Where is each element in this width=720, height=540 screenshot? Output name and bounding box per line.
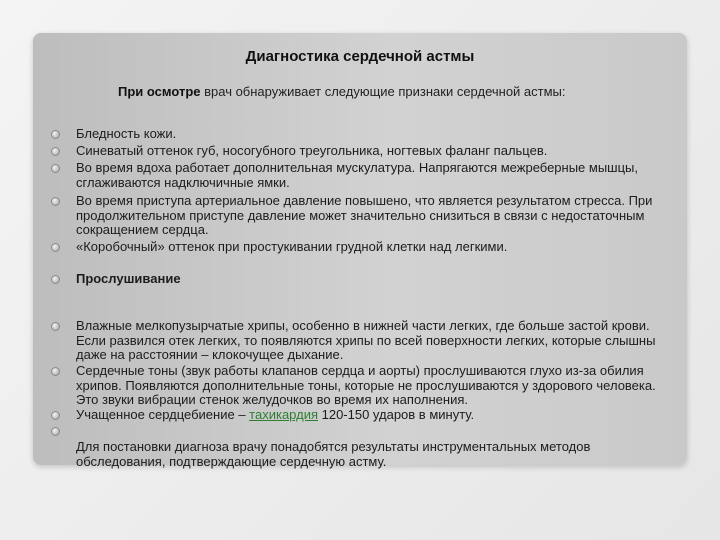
bullet-dot — [51, 275, 60, 284]
bullet-dot — [51, 243, 60, 252]
list-item: «Коробочный» оттенок при простукивании грудной клетки над легкими. — [76, 239, 508, 254]
list-item: Синеватый оттенок губ, носогубного треугольника, ногтевых фаланг пальцев. — [76, 143, 548, 158]
list-item: Сердечные тоны (звук работы клапанов сердца и аорты) прослушиваются глухо из-за обилия хрипов. Появляются дополнительные тоны, которые не прослушиваются у здорового человека. Это звуки вибрации стенок желудочков во время их наполнения. — [76, 363, 656, 407]
bullet-dot — [51, 197, 60, 206]
bullet-dot — [51, 427, 60, 436]
bullet-dot — [51, 147, 60, 156]
tachycardia-link[interactable]: тахикардия — [249, 407, 318, 422]
intro-lead-bold: При осмотре — [118, 84, 201, 99]
bullet-dot — [51, 164, 60, 173]
section-heading-auscultation: Прослушивание — [76, 271, 181, 286]
bullet-dot — [51, 322, 60, 331]
intro-lead-text: врач обнаруживает следующие признаки сердечной астмы: — [200, 84, 566, 99]
list-item: Во время вдоха работает дополнительная мускулатура. Напрягаются межреберные мышцы, сглаживаются надключичные ямки. — [76, 160, 639, 190]
bullet-dot — [51, 411, 60, 420]
list-item: Бледность кожи. — [76, 126, 177, 141]
list-item-heartbeat — [76, 408, 676, 423]
list-item: Влажные мелкопузырчатые хрипы, особенно в нижней части легких, где больше застой крови. Если развился отек легких, то появляются хрипы по всей поверхности легких, которые слышны даже на расстоянии – клокочущее дыхание. — [76, 318, 656, 362]
intro-line — [118, 84, 566, 99]
bullet-dot — [51, 130, 60, 139]
heartbeat-prefix: Учащенное сердцебиение – — [76, 407, 250, 422]
bullet-dot — [51, 367, 60, 376]
slide-title: Диагностика сердечной астмы — [245, 48, 475, 65]
list-item: Во время приступа артериальное давление повышено, что является результатом стресса. При продолжительном приступе давление может значительно снизиться в связи с недостаточным сокращением сердца. — [76, 193, 653, 237]
conclusion-text: Для постановки диагноза врачу понадобятся результаты инструментальных методов обследования, подтверждающие сердечную астму. — [76, 439, 591, 469]
heartbeat-suffix: 120-150 ударов в минуту. — [318, 407, 475, 422]
